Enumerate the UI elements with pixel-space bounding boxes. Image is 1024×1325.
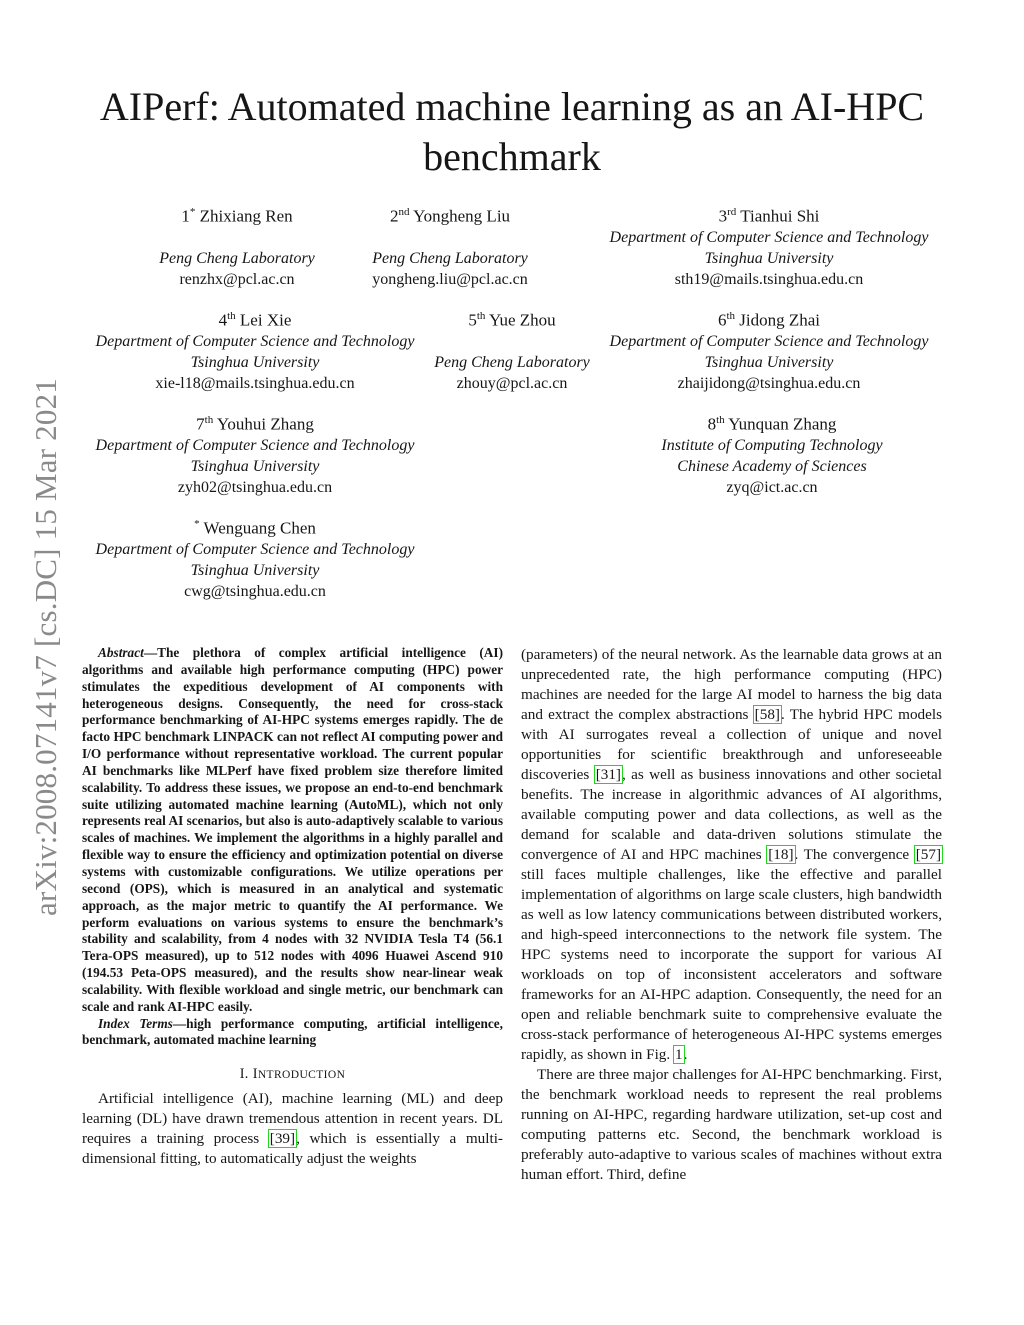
author-name: 3rd Tianhui Shi xyxy=(718,206,820,226)
author-name: 8th Yunquan Zhang xyxy=(707,414,837,434)
author-department: Department of Computer Science and Technology xyxy=(609,228,929,246)
citation-link[interactable]: [31] xyxy=(595,766,621,783)
author-name: 1* Zhixiang Ren xyxy=(181,206,293,226)
citation-link[interactable]: [18] xyxy=(768,846,794,863)
figure-link[interactable]: 1 xyxy=(675,1046,683,1063)
author-affiliation: Peng Cheng Laboratory xyxy=(372,249,528,267)
section-heading: I. INTRODUCTION xyxy=(239,1066,346,1083)
author-email: renzhx@pcl.ac.cn xyxy=(179,270,295,288)
spacer xyxy=(350,227,550,248)
index-terms-label: Index Terms xyxy=(98,1015,173,1031)
abstract xyxy=(82,645,503,1016)
arxiv-sidebar-stamp xyxy=(22,352,70,942)
author-block xyxy=(80,306,430,394)
right-column xyxy=(521,645,942,1185)
author-department: Institute of Computing Technology xyxy=(661,436,883,454)
citation-link[interactable]: [57] xyxy=(915,846,942,863)
author-department: Department of Computer Science and Technology xyxy=(609,332,929,350)
author-affiliation: Peng Cheng Laboratory xyxy=(159,249,315,267)
author-name: 4th Lei Xie xyxy=(218,310,292,330)
body-paragraph: There are three major challenges for AI-HPC benchmarking. First, the benchmark workload needs to represent the real problems running on AI-HPC, regarding hardware utilization, set-up cost and computing patterns etc. Second, the benchmark workload is preferably auto-adaptive to various scales of machines without extra human effort. Third, define xyxy=(521,1066,942,1183)
author-affiliation: Tsinghua University xyxy=(190,561,320,579)
author-email: zyh02@tsinghua.edu.cn xyxy=(177,478,333,496)
author-block xyxy=(80,514,430,602)
spacer xyxy=(422,331,602,352)
left-column xyxy=(82,645,503,1169)
arxiv-id: arXiv:2008.07141v7 [cs.DC] 15 Mar 2021 xyxy=(28,378,64,916)
author-email: zhouy@pcl.ac.cn xyxy=(456,374,568,392)
author-affiliation: Peng Cheng Laboratory xyxy=(434,353,590,371)
citation-link[interactable]: [39] xyxy=(269,1130,296,1148)
author-name: 7th Youhui Zhang xyxy=(196,414,314,434)
author-name: * Wenguang Chen xyxy=(194,518,316,538)
paper-title: AIPerf: Automated machine learning as an AI-HPC benchmark xyxy=(99,84,925,179)
author-block xyxy=(594,202,944,290)
author-affiliation: Chinese Academy of Sciences xyxy=(677,457,867,475)
author-affiliation: Tsinghua University xyxy=(190,457,320,475)
author-department: Department of Computer Science and Technology xyxy=(95,436,415,454)
spacer xyxy=(132,227,342,248)
author-name: 5th Yue Zhou xyxy=(468,310,556,330)
index-terms xyxy=(82,1016,503,1050)
author-block xyxy=(80,410,430,498)
author-email: sth19@mails.tsinghua.edu.cn xyxy=(674,270,864,288)
author-block xyxy=(350,202,550,290)
author-email: cwg@tsinghua.edu.cn xyxy=(184,582,326,600)
citation-link[interactable]: [58] xyxy=(754,706,780,723)
author-block xyxy=(642,410,902,498)
author-name: 6th Jidong Zhai xyxy=(717,310,821,330)
abstract-text: —The plethora of complex artificial intelligence (AI) algorithms and available high performance computing (HPC) power stimulates the expeditious development of AI components with heterogeneous designs. Consequently, the need for cross-stack performance benchmarking of AI-HPC systems emerges rapidly. The de facto HPC benchmark LINPACK can not reflect AI computing power and I/O performance without representative workload. The current popular AI benchmarks like MLPerf have fixed problem size therefore limited scalability. To address these issues, we propose an end-to-end benchmark suite utilizing automated machine learning (AutoML), which not only represents real AI scenarios, but also is auto-adaptively scalable to various scales of machines. We implement the algorithms in a highly parallel and flexible way to ensure the efficiency and optimization potential on diverse systems with customizable configurations. We utilize operations per second (OPS), which is measured in an analytical and systematic approach, as the major metric to quantify the AI performance. We perform evaluations on various systems to ensure the benchmark’s stability and scalability, from 4 nodes with 32 NVIDIA Tesla T4 (56.1 Tera-OPS measured), up to 512 nodes with 4096 Huawei Ascend 910 (194.53 Peta-OPS measured), and the results show near-linear weak scalability. With flexible workload and single metric, our benchmark can scale and rank AI-HPC easily. xyxy=(82,645,503,1014)
author-email: zyq@ict.ac.cn xyxy=(726,478,818,496)
intro-paragraph: Artificial intelligence (AI), machine learning (ML) and deep learning (DL) have drawn tremendous attention in recent years. DL requires a training process [39], which is essentially a multi-dimensional fitting, to automatically adjust the weights xyxy=(82,1090,503,1168)
body-paragraph: (parameters) of the neural network. As the learnable data grows at an unprecedented rate, the high performance computing (HPC) machines are needed for the large AI model to harness the big data and extract the complex abstractions [58]. The hybrid HPC models with AI surrogates reveal a collection of unique and novel opportunities for scientific breakthrough and unforeseeable discoveries [31], as well as business innovations and other societal benefits. The increase in algorithmic advances of AI algorithms, available computing power and data collections, as well as the demand for scalable and data-driven solutions stimulate the convergence of AI and HPC machines [18]. The convergence [57] still faces multiple challenges, like the effective and parallel implementation of algorithms on large scale clusters, high bandwidth as well as low latency communications between distributed workers, and high-speed interconnections to the network file system. The HPC systems need to incorporate the support for various AI workloads on top of inconsistent accelerators and software frameworks for an AI-HPC adaption. Consequently, the need for an open and reliable benchmark suite to comprehensive evaluate the cross-stack performance of heterogeneous AI-HPC systems emerges rapidly, as shown in Fig. 1. xyxy=(521,646,943,1063)
author-email: xie-l18@mails.tsinghua.edu.cn xyxy=(155,374,355,392)
author-department: Department of Computer Science and Technology xyxy=(95,540,415,558)
author-block xyxy=(594,306,944,394)
author-block xyxy=(422,306,602,394)
author-affiliation: Tsinghua University xyxy=(704,249,834,267)
author-email: zhaijidong@tsinghua.edu.cn xyxy=(677,374,861,392)
abstract-label: Abstract xyxy=(98,645,144,660)
author-affiliation: Tsinghua University xyxy=(190,353,320,371)
author-email: yongheng.liu@pcl.ac.cn xyxy=(372,270,528,288)
author-affiliation: Tsinghua University xyxy=(704,353,834,371)
author-name: 2nd Yongheng Liu xyxy=(389,206,511,226)
author-department: Department of Computer Science and Technology xyxy=(95,332,415,350)
index-terms-text: —high performance computing, artificial intelligence, benchmark, automated machine learning xyxy=(82,1015,504,1048)
author-block xyxy=(132,202,342,290)
